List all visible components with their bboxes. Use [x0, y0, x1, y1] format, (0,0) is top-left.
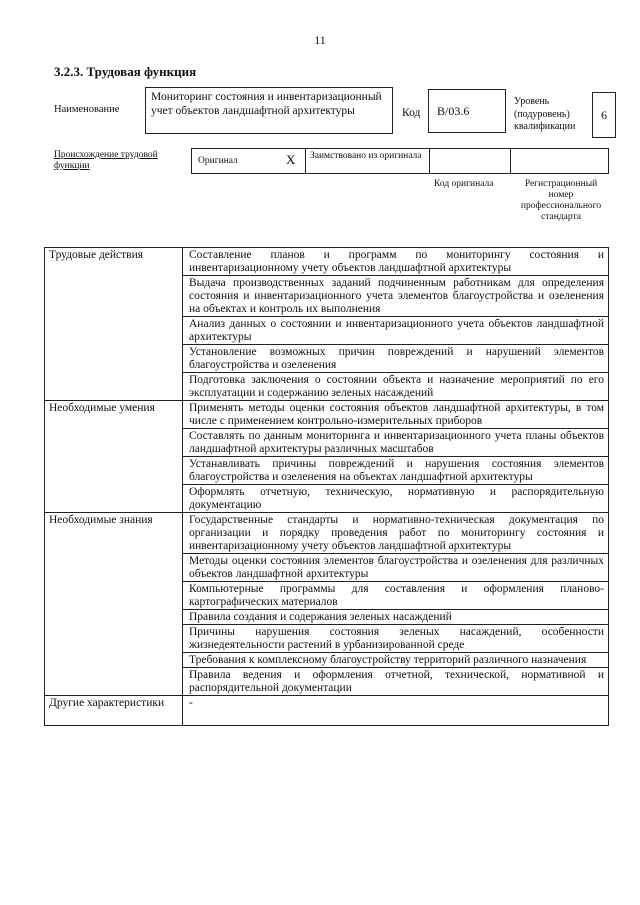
table-row [45, 513, 609, 554]
labor-function-table [44, 247, 609, 726]
origin-label: Происхождение трудовой функции [54, 150, 158, 171]
code-box [428, 89, 506, 133]
knowledge-item: Правила ведения и оформления отчетной, технической, нормативной и распорядительной документации [183, 668, 609, 696]
name-value: Мониторинг состояния и инвентаризационный учет объектов ландшафтной архитектуры [151, 91, 382, 117]
level-value: 6 [601, 108, 607, 122]
code-original-caption: Код оригинала [434, 179, 494, 189]
action-item: Подготовка заключения о состоянии объекта и назначение мероприятий по его эксплуатации и содержанию зеленых насаждений [183, 373, 609, 401]
reg-number-caption: Регистрационный номер профессионального стандарта [520, 179, 602, 222]
knowledge-item: Причины нарушения состояния зеленых насаждений, особенности жизнедеятельности растений в урбанизированной среде [183, 625, 609, 653]
knowledge-item: Правила создания и содержания зеленых насаждений [183, 610, 609, 625]
section-title: 3.2.3. Трудовая функция [54, 64, 197, 79]
actions-header: Трудовые действия [45, 248, 183, 401]
action-item: Выдача производственных заданий подчиненным работникам для определения состояния и инвентаризационного учета элементов благоустройства и озеленения на объектах и контроль их выполнения [183, 276, 609, 317]
skill-item: Применять методы оценки состояния объектов ландшафтной архитектуры, в том числе с применением контрольно-измерительных приборов [183, 401, 609, 429]
knowledge-item: Методы оценки состояния элементов благоустройства и озеленения для различных объектов ландшафтной архитектуры [183, 554, 609, 582]
other-value: - [183, 696, 609, 726]
borrowed-box [305, 148, 430, 174]
name-label: Наименование [54, 104, 120, 115]
original-mark: X [286, 152, 296, 167]
page-number: 11 [314, 33, 326, 47]
action-item: Составление планов и программ по мониторингу состояния и инвентаризационному учету объектов ландшафтной архитектуры [183, 248, 609, 276]
level-label: Уровень (подуровень) квалификации [514, 96, 576, 132]
action-item: Установление возможных причин повреждений и нарушений элементов благоустройства и озеленения [183, 345, 609, 373]
knowledge-item: Государственные стандарты и нормативно-техническая документация по организации и порядку проведения работ по мониторингу состояния и инвентаризационному учету объектов ландшафтной архитектуры [183, 513, 609, 554]
knowledge-item: Требования к комплексному благоустройству территорий различного назначения [183, 653, 609, 668]
table-row [45, 248, 609, 276]
skill-item: Оформлять отчетную, техническую, нормативную и распорядительную документацию [183, 485, 609, 513]
table-row [45, 401, 609, 429]
table-row [45, 696, 609, 726]
other-header: Другие характеристики [45, 696, 183, 726]
name-box [145, 87, 393, 134]
knowledge-header: Необходимые знания [45, 513, 183, 696]
knowledge-item: Компьютерные программы для составления и оформления планово-картографических материалов [183, 582, 609, 610]
skill-item: Устанавливать причины повреждений и нарушения состояния элементов благоустройства и озеленения на объектах ландшафтной архитектуры [183, 457, 609, 485]
reg-number-box [510, 148, 609, 174]
action-item: Анализ данных о состоянии и инвентаризационного учета объектов ландшафтной архитектуры [183, 317, 609, 345]
code-original-box [429, 148, 511, 174]
borrowed-label: Заимствовано из оригинала [310, 151, 422, 161]
code-label: Код [402, 107, 421, 119]
level-box [592, 92, 616, 138]
code-value: B/03.6 [437, 104, 470, 118]
skills-header: Необходимые умения [45, 401, 183, 513]
original-box [191, 148, 306, 174]
original-label: Оригинал [198, 156, 238, 166]
skill-item: Составлять по данным мониторинга и инвентаризационного учета планы объектов ландшафтной архитектуры различных масштабов [183, 429, 609, 457]
